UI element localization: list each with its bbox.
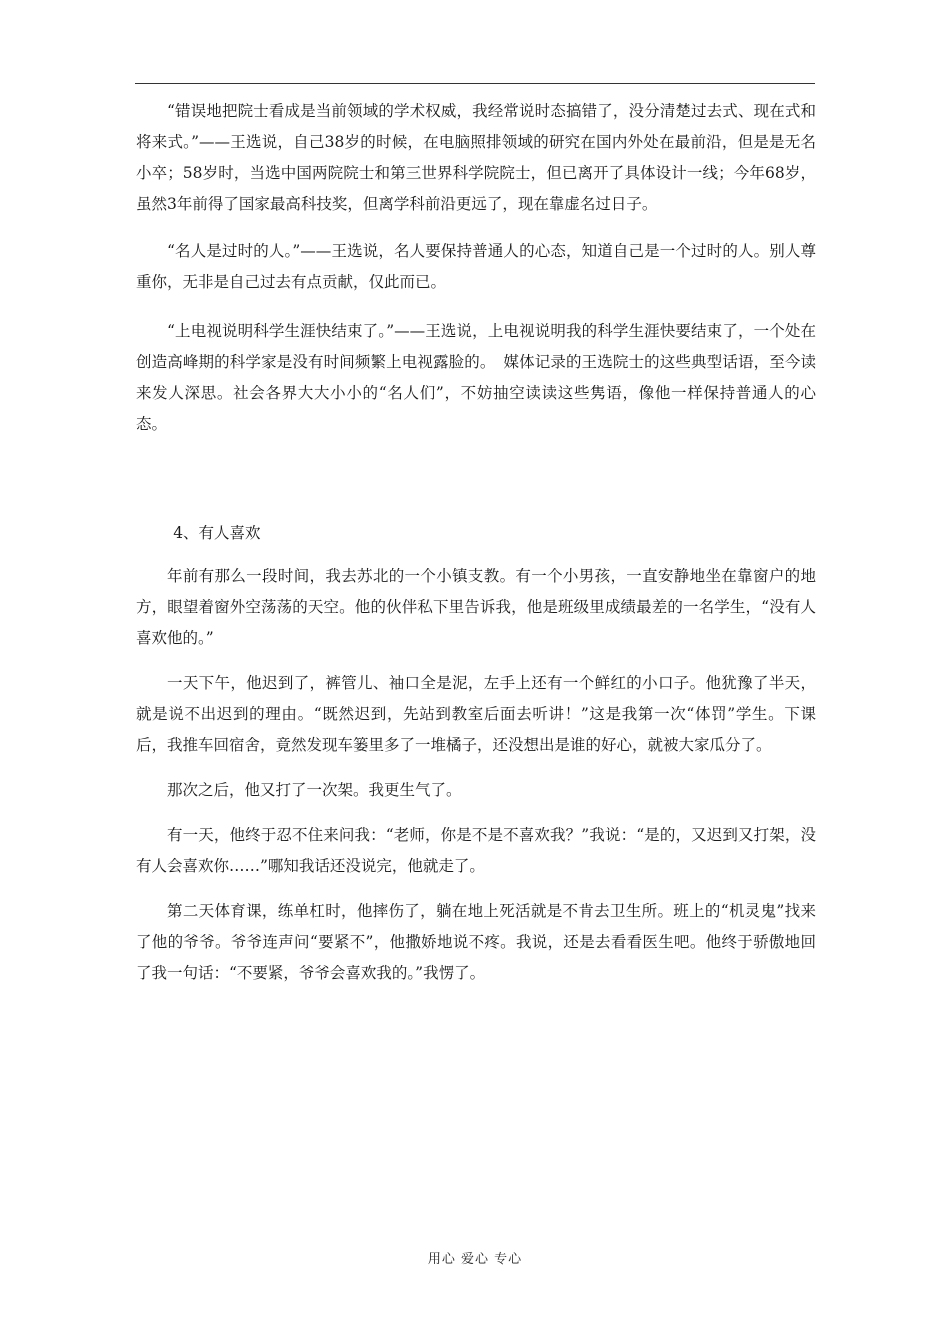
paragraph: “错误地把院士看成是当前领域的学术权威，我经常说时态搞错了，没分清楚过去式、现在式和将来式。”——王选说，自己38岁的时候，在电脑照排领域的研究在国内外处在最前沿，但是是无名小卒；58岁时，当选中国两院院士和第三世界科学院院士，但已离开了具体设计一线；今年68岁，虽然3年前得了国家最高科技奖，但离学科前沿更远了，现在靠虚名过日子。	[136, 102, 816, 213]
section-heading: 4、有人喜欢	[173, 524, 261, 542]
paragraph: 年前有那么一段时间，我去苏北的一个小镇支教。有一个小男孩，一直安静地坐在靠窗户的地方，眼望着窗外空荡荡的天空。他的伙伴私下里告诉我，他是班级里成绩最差的一名学生，“没有人喜欢他的。”	[136, 567, 816, 647]
paragraph: “上电视说明科学生涯快结束了。”——王选说，上电视说明我的科学生涯快要结束了，一个处在创造高峰期的科学家是没有时间频繁上电视露脸的。 媒体记录的王选院士的这些典型话语，至今读来发人深思。社会各界大大小小的“名人们”，不妨抽空读读这些隽语，像他一样保持普通人的心态。	[136, 322, 816, 433]
page-footer: 用心 爱心 专心	[427, 1252, 523, 1267]
document-body	[136, 96, 816, 989]
paragraph: 第二天体育课，练单杠时，他摔伤了，躺在地上死活就是不肯去卫生所。班上的“机灵鬼”找来了他的爷爷。爷爷连声问“要紧不”，他撒娇地说不疼。我说，还是去看看医生吧。他终于骄傲地回了我一句话：“不要紧，爷爷会喜欢我的。”我愣了。	[136, 902, 816, 982]
header-rule	[135, 83, 815, 84]
paragraph: 一天下午，他迟到了，裤管儿、袖口全是泥，左手上还有一个鲜红的小口子。他犹豫了半天，就是说不出迟到的理由。“既然迟到，先站到教室后面去听讲！”这是我第一次“体罚”学生。下课后，我推车回宿舍，竟然发现车篓里多了一堆橘子，还没想出是谁的好心，就被大家瓜分了。	[136, 674, 816, 754]
paragraph: 那次之后，他又打了一次架。我更生气了。	[167, 781, 462, 799]
paragraph: 有一天，他终于忍不住来问我：“老师，你是不是不喜欢我？”我说：“是的，又迟到又打架，没有人会喜欢你……”哪知我话还没说完，他就走了。	[136, 826, 816, 875]
paragraph: “名人是过时的人。”——王选说，名人要保持普通人的心态，知道自己是一个过时的人。别人尊重你，无非是自己过去有点贡献，仅此而已。	[136, 242, 816, 291]
